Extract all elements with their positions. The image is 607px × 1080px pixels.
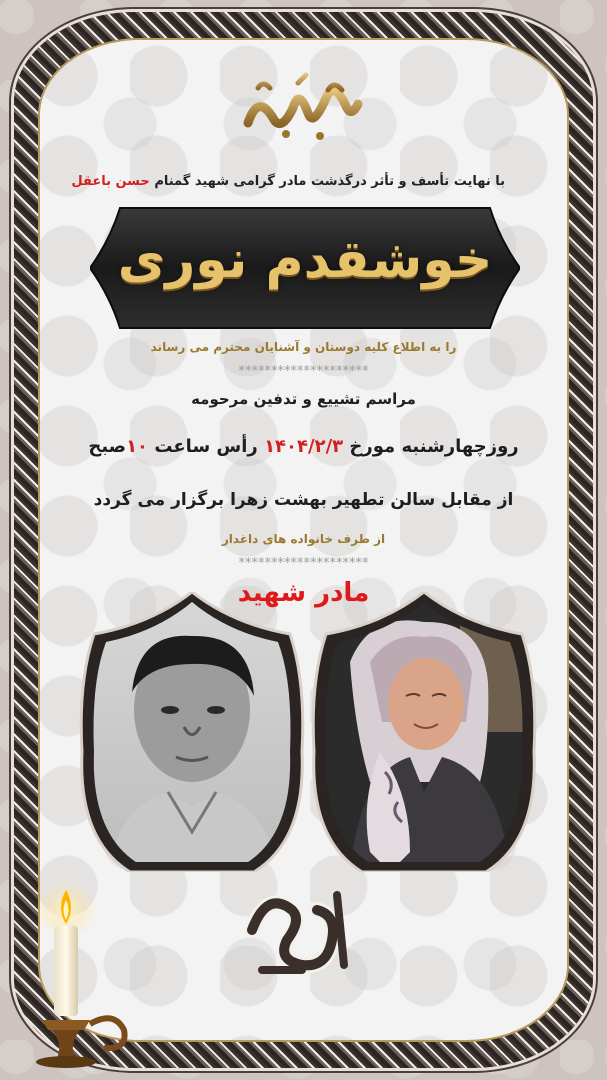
mother-title: مادر شهید: [237, 578, 370, 608]
separator-bottom: ********************: [238, 556, 369, 571]
name-banner: [90, 200, 520, 336]
ceremony-time: ۱۰: [126, 436, 149, 457]
ceremony-location: از مقابل سالن تطهیر بهشت زهرا برگزار می گردد: [93, 490, 514, 510]
announcement-text: را به اطلاع کلیه دوستان و آشنایان محترم می رساند: [150, 340, 457, 354]
separator-top: ********************: [238, 364, 369, 379]
candle-illustration: [34, 880, 144, 1070]
mother-portrait: [310, 592, 538, 872]
deceased-name: خوشقدم نوری: [117, 230, 493, 290]
martyr-name: حسن باعقل: [71, 174, 150, 189]
top-calligraphy-logo: [228, 68, 378, 148]
martyr-portrait: [78, 592, 306, 872]
ceremony-date: ۱۴۰۴/۲/۳: [264, 436, 344, 457]
ceremony-datetime: روزچهارشنبه مورخ ۱۴۰۴/۲/۳ رأس ساعت ۱۰صبح: [88, 436, 519, 457]
family-text: از طرف خانواده های داغدار: [221, 532, 386, 546]
intro-text: با نهایت تأسف و تأثر درگذشت مادر گرامی شهید گمنام حسن باعقل: [71, 174, 505, 189]
bottom-calligraphy: [232, 870, 362, 985]
ceremony-title: مراسم تشییع و تدفین مرحومه: [191, 390, 416, 408]
